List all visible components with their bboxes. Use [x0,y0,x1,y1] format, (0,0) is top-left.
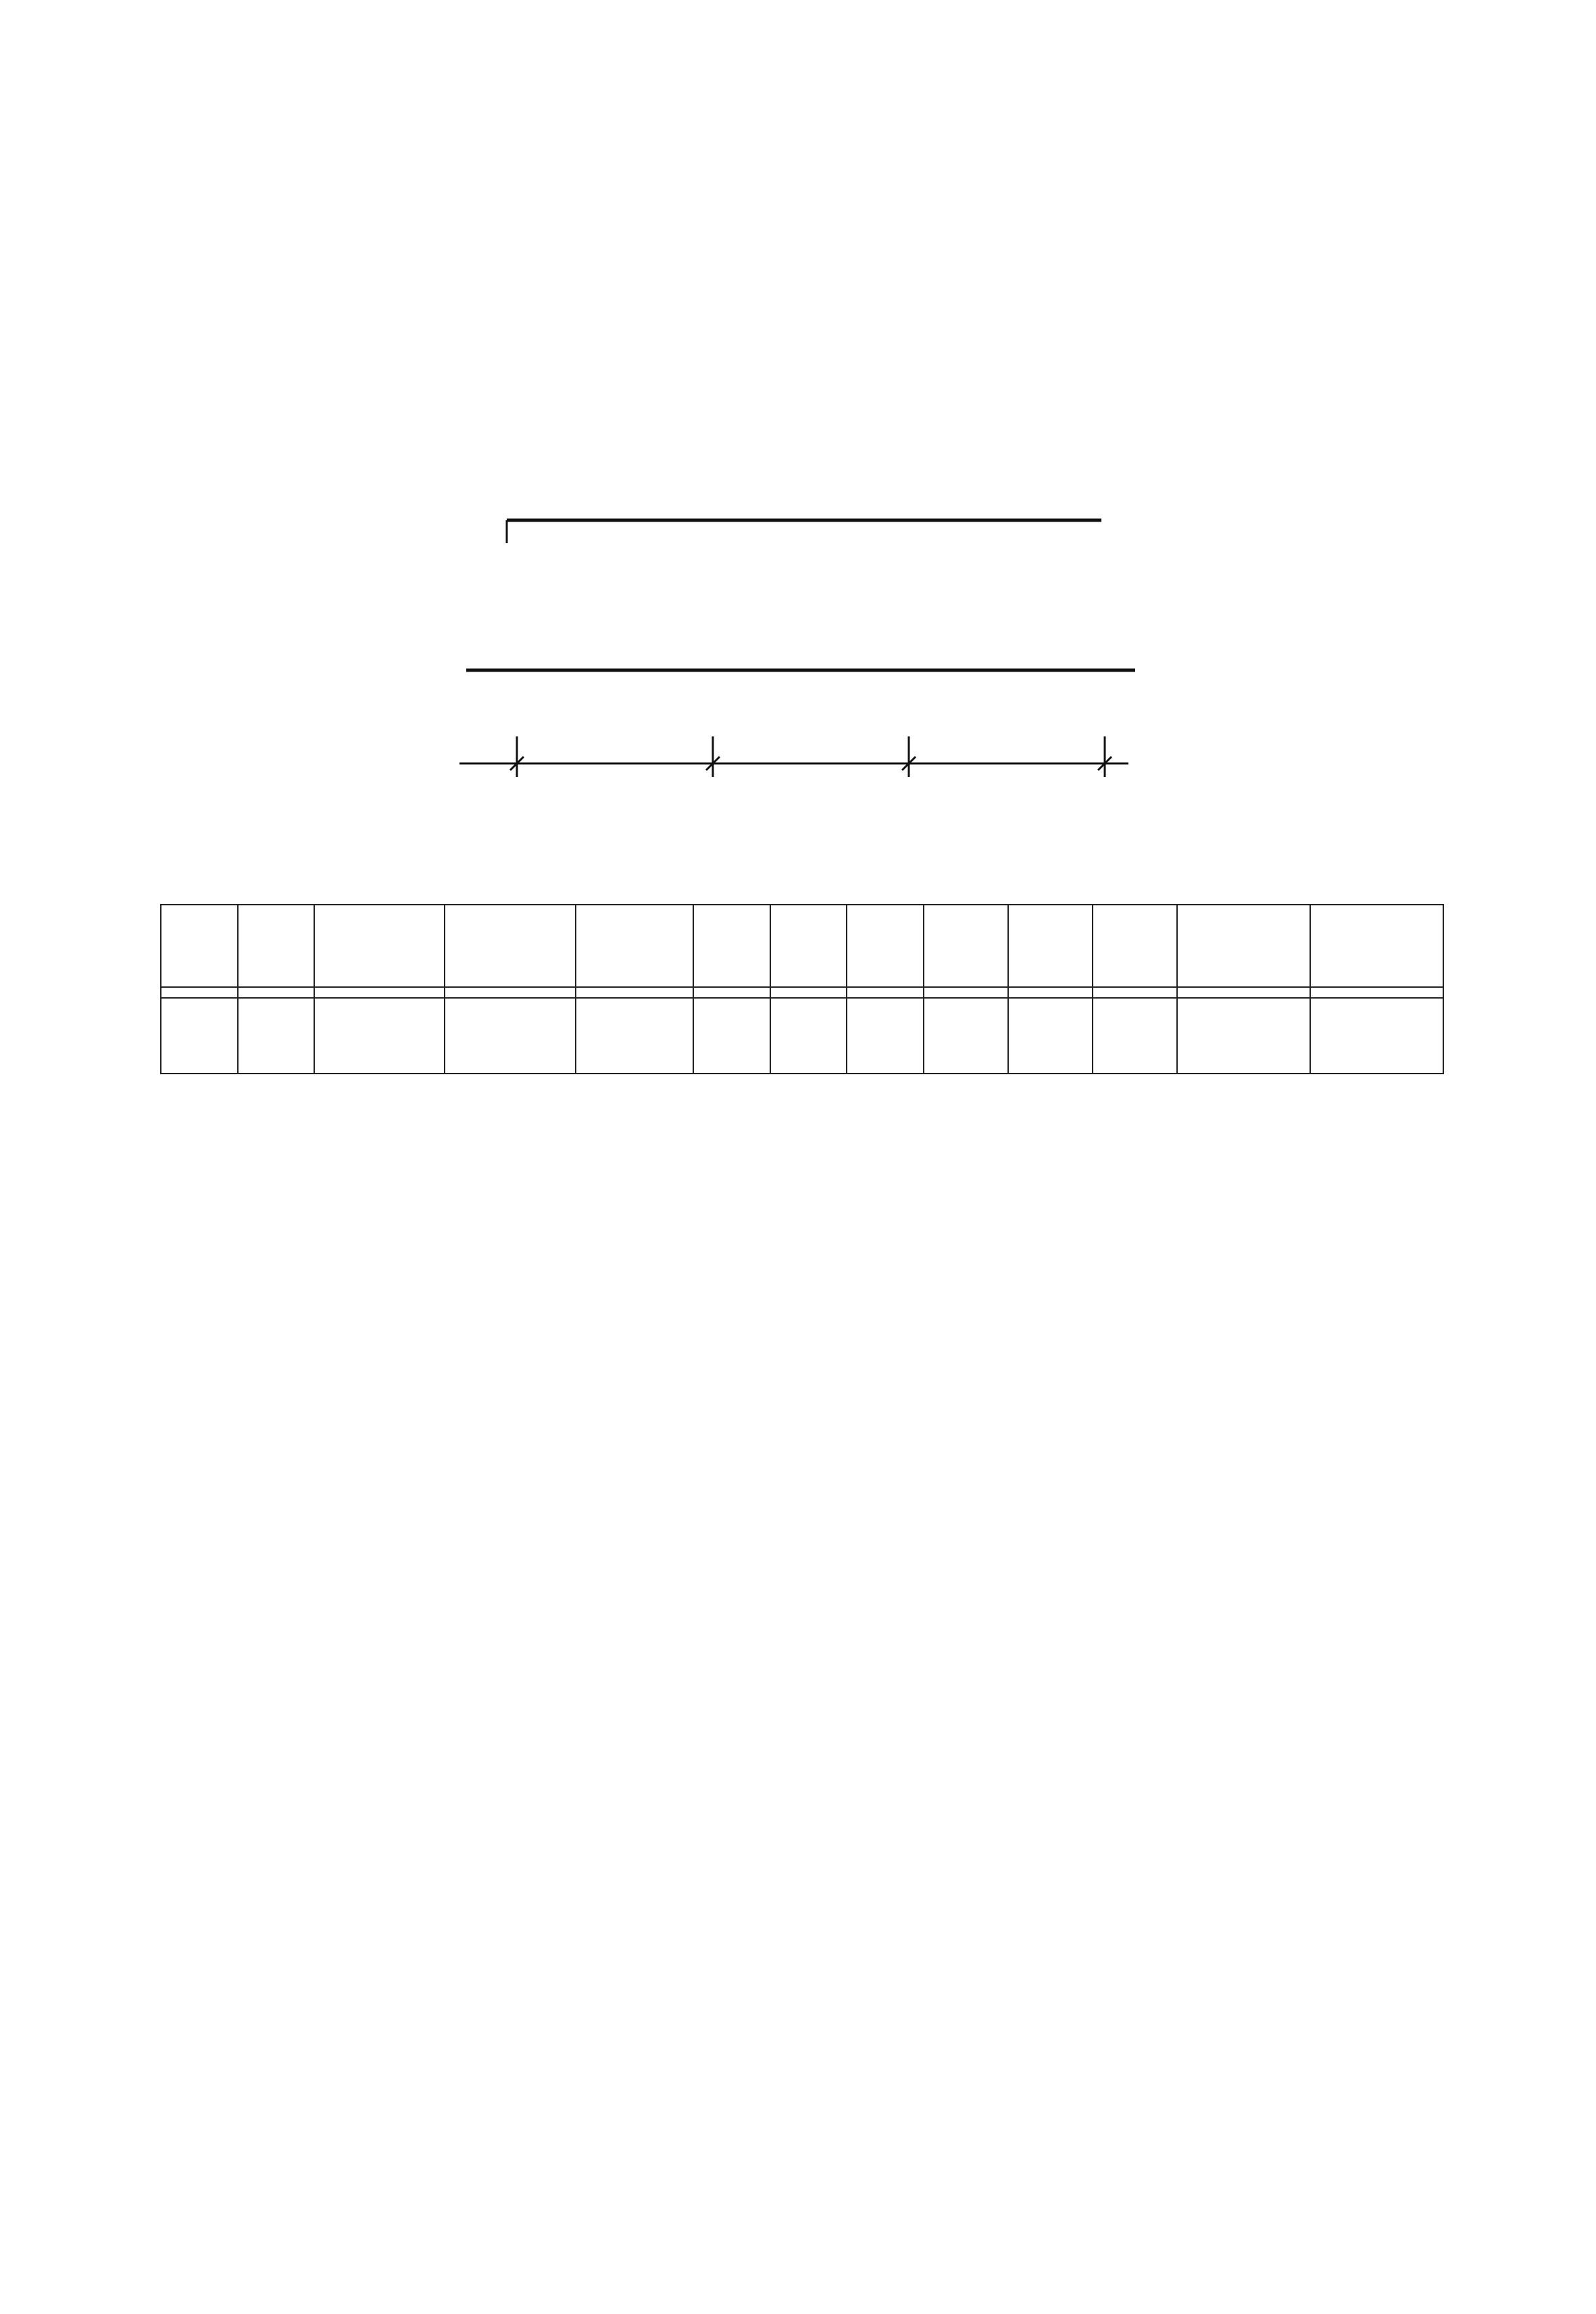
empty-cell [693,998,770,1074]
header-px [1177,905,1310,987]
column-cells [161,987,238,998]
column-cells [770,987,847,998]
empty-cell [1008,998,1093,1074]
header-py [1310,905,1443,987]
header-point-number [161,905,238,987]
moment-diagram-figure [453,513,1155,797]
column-cells [1310,987,1443,998]
empty-cell [1093,998,1177,1074]
column-cells [1093,987,1177,998]
sum-px-cell [1177,998,1310,1074]
column-cells [1177,987,1310,998]
span-dimension-line [459,736,1128,777]
empty-cell [314,998,445,1074]
empty-cell [576,998,693,1074]
header-si [924,905,1008,987]
column-cells [576,987,693,998]
column-cells [924,987,1008,998]
empty-cell [924,998,1008,1074]
column-cells [693,987,770,998]
column-cells [847,987,924,998]
table-sum-row [161,998,1443,1074]
header-fk [576,905,693,987]
results-table [160,904,1444,1074]
empty-cell [847,998,924,1074]
header-li [238,905,315,987]
empty-cell [445,998,575,1074]
header-sx [1008,905,1093,987]
empty-cell [770,998,847,1074]
header-qy [847,905,924,987]
empty-cell [161,998,238,1074]
sum-py-cell [1310,998,1443,1074]
header-sin [314,905,445,987]
header-sy [1093,905,1177,987]
empty-cell [238,998,315,1074]
distributed-load [507,520,1101,543]
column-cells [314,987,445,998]
header-cos [445,905,575,987]
header-qi [693,905,770,987]
table-data-row [161,987,1443,998]
column-cells [445,987,575,998]
column-cells [238,987,315,998]
table-header-row [161,905,1443,987]
column-cells [1008,987,1093,998]
header-qx [770,905,847,987]
